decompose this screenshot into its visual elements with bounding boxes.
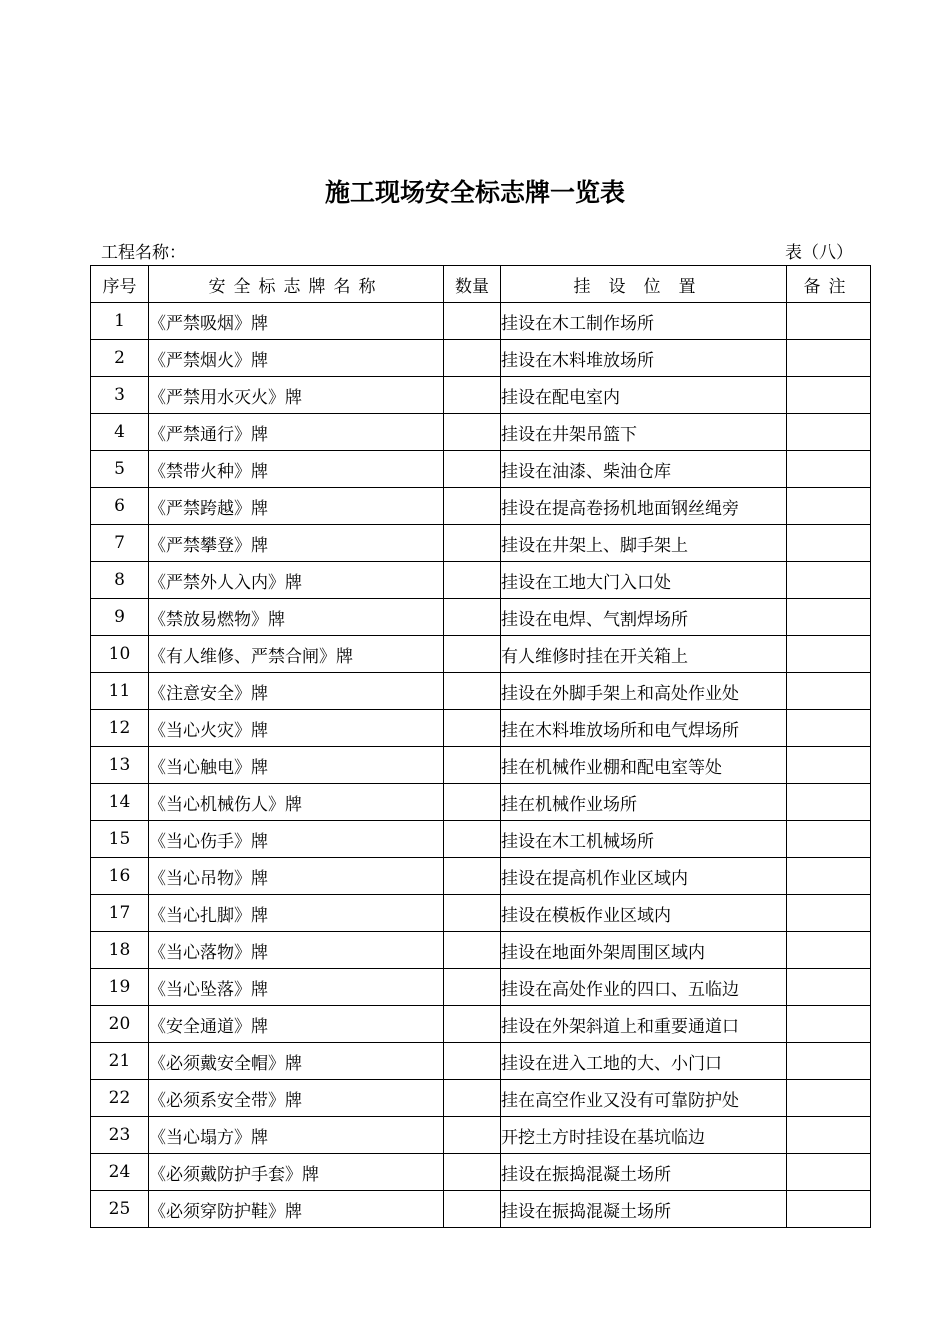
sign-name: 《必须戴安全帽》牌 xyxy=(149,1043,444,1080)
row-number: 15 xyxy=(91,821,149,858)
row-number: 5 xyxy=(91,451,149,488)
sign-name: 《严禁烟火》牌 xyxy=(149,340,444,377)
remark-cell xyxy=(787,895,871,932)
sign-name: 《必须戴防护手套》牌 xyxy=(149,1154,444,1191)
remark-cell xyxy=(787,858,871,895)
table-row xyxy=(91,895,871,932)
row-number: 12 xyxy=(91,710,149,747)
remark-cell xyxy=(787,1117,871,1154)
sign-name: 《当心机械伤人》牌 xyxy=(149,784,444,821)
position-cell: 挂设在提高卷扬机地面钢丝绳旁 xyxy=(501,488,787,525)
position-cell: 挂设在井架上、脚手架上 xyxy=(501,525,787,562)
sign-name: 《当心触电》牌 xyxy=(149,747,444,784)
sign-name: 《严禁外人入内》牌 xyxy=(149,562,444,599)
position-cell: 挂设在振捣混凝土场所 xyxy=(501,1191,787,1228)
position-cell: 挂设在木工机械场所 xyxy=(501,821,787,858)
remark-cell xyxy=(787,303,871,340)
position-cell: 挂设在提高机作业区域内 xyxy=(501,858,787,895)
quantity-cell xyxy=(444,1117,501,1154)
remark-cell xyxy=(787,599,871,636)
table-row xyxy=(91,562,871,599)
position-cell: 挂设在油漆、柴油仓库 xyxy=(501,451,787,488)
quantity-cell xyxy=(444,932,501,969)
remark-cell xyxy=(787,377,871,414)
remark-cell xyxy=(787,1154,871,1191)
header-sign-name: 安全标志牌名称 xyxy=(149,266,444,303)
position-cell: 挂设在外架斜道上和重要通道口 xyxy=(501,1006,787,1043)
row-number: 3 xyxy=(91,377,149,414)
row-number: 24 xyxy=(91,1154,149,1191)
sign-name: 《当心扎脚》牌 xyxy=(149,895,444,932)
table-row xyxy=(91,969,871,1006)
quantity-cell xyxy=(444,969,501,1006)
quantity-cell xyxy=(444,451,501,488)
sign-name: 《当心坠落》牌 xyxy=(149,969,444,1006)
safety-sign-table xyxy=(90,265,871,1228)
quantity-cell xyxy=(444,562,501,599)
row-number: 21 xyxy=(91,1043,149,1080)
header-remark: 备注 xyxy=(787,266,871,303)
remark-cell xyxy=(787,747,871,784)
remark-cell xyxy=(787,488,871,525)
sign-name: 《当心火灾》牌 xyxy=(149,710,444,747)
position-cell: 挂在机械作业棚和配电室等处 xyxy=(501,747,787,784)
remark-cell xyxy=(787,1043,871,1080)
sign-name: 《严禁吸烟》牌 xyxy=(149,303,444,340)
table-number-label: 表（八） xyxy=(785,243,853,263)
table-header-row xyxy=(91,266,871,303)
table-row xyxy=(91,710,871,747)
header-quantity: 数量 xyxy=(444,266,501,303)
sign-name: 《必须穿防护鞋》牌 xyxy=(149,1191,444,1228)
sign-name: 《严禁用水灭火》牌 xyxy=(149,377,444,414)
quantity-cell xyxy=(444,858,501,895)
remark-cell xyxy=(787,340,871,377)
remark-cell xyxy=(787,562,871,599)
header-no: 序号 xyxy=(91,266,149,303)
row-number: 18 xyxy=(91,932,149,969)
row-number: 1 xyxy=(91,303,149,340)
remark-cell xyxy=(787,1006,871,1043)
row-number: 8 xyxy=(91,562,149,599)
remark-cell xyxy=(787,710,871,747)
quantity-cell xyxy=(444,747,501,784)
quantity-cell xyxy=(444,1043,501,1080)
row-number: 6 xyxy=(91,488,149,525)
sign-name: 《注意安全》牌 xyxy=(149,673,444,710)
row-number: 23 xyxy=(91,1117,149,1154)
remark-cell xyxy=(787,451,871,488)
sign-name: 《有人维修、严禁合闸》牌 xyxy=(149,636,444,673)
quantity-cell xyxy=(444,710,501,747)
sign-name: 《禁放易燃物》牌 xyxy=(149,599,444,636)
sign-name: 《当心塌方》牌 xyxy=(149,1117,444,1154)
row-number: 16 xyxy=(91,858,149,895)
remark-cell xyxy=(787,969,871,1006)
table-row xyxy=(91,1117,871,1154)
position-cell: 挂设在工地大门入口处 xyxy=(501,562,787,599)
position-cell: 挂设在地面外架周围区域内 xyxy=(501,932,787,969)
quantity-cell xyxy=(444,895,501,932)
position-cell: 挂设在高处作业的四口、五临边 xyxy=(501,969,787,1006)
remark-cell xyxy=(787,414,871,451)
position-cell: 挂在木料堆放场所和电气焊场所 xyxy=(501,710,787,747)
table-row xyxy=(91,340,871,377)
table-row xyxy=(91,525,871,562)
sign-name: 《严禁通行》牌 xyxy=(149,414,444,451)
position-cell: 挂设在模板作业区域内 xyxy=(501,895,787,932)
table-row xyxy=(91,932,871,969)
table-row xyxy=(91,1006,871,1043)
sign-name: 《当心落物》牌 xyxy=(149,932,444,969)
row-number: 11 xyxy=(91,673,149,710)
position-cell: 挂设在井架吊篮下 xyxy=(501,414,787,451)
row-number: 9 xyxy=(91,599,149,636)
row-number: 7 xyxy=(91,525,149,562)
table-row xyxy=(91,784,871,821)
position-cell: 挂设在配电室内 xyxy=(501,377,787,414)
table-row xyxy=(91,377,871,414)
remark-cell xyxy=(787,1191,871,1228)
quantity-cell xyxy=(444,784,501,821)
position-cell: 挂设在木工制作场所 xyxy=(501,303,787,340)
quantity-cell xyxy=(444,673,501,710)
table-row xyxy=(91,451,871,488)
remark-cell xyxy=(787,636,871,673)
remark-cell xyxy=(787,525,871,562)
sign-name: 《严禁跨越》牌 xyxy=(149,488,444,525)
position-cell: 挂设在外脚手架上和高处作业处 xyxy=(501,673,787,710)
row-number: 2 xyxy=(91,340,149,377)
table-row xyxy=(91,414,871,451)
row-number: 22 xyxy=(91,1080,149,1117)
table-row xyxy=(91,858,871,895)
sign-name: 《当心吊物》牌 xyxy=(149,858,444,895)
quantity-cell xyxy=(444,488,501,525)
row-number: 17 xyxy=(91,895,149,932)
position-cell: 挂在高空作业又没有可靠防护处 xyxy=(501,1080,787,1117)
table-row xyxy=(91,1080,871,1117)
row-number: 14 xyxy=(91,784,149,821)
table-row xyxy=(91,1043,871,1080)
quantity-cell xyxy=(444,821,501,858)
row-number: 10 xyxy=(91,636,149,673)
position-cell: 挂设在进入工地的大、小门口 xyxy=(501,1043,787,1080)
table-row xyxy=(91,488,871,525)
position-cell: 有人维修时挂在开关箱上 xyxy=(501,636,787,673)
quantity-cell xyxy=(444,599,501,636)
document-title: 施工现场安全标志牌一览表 xyxy=(324,178,625,207)
quantity-cell xyxy=(444,525,501,562)
quantity-cell xyxy=(444,340,501,377)
quantity-cell xyxy=(444,1006,501,1043)
position-cell: 挂设在电焊、气割焊场所 xyxy=(501,599,787,636)
header-position: 挂设位置 xyxy=(501,266,787,303)
position-cell: 挂设在木料堆放场所 xyxy=(501,340,787,377)
table-row xyxy=(91,1191,871,1228)
project-name-label: 工程名称： xyxy=(101,243,186,263)
row-number: 13 xyxy=(91,747,149,784)
table-row xyxy=(91,821,871,858)
table-row xyxy=(91,673,871,710)
quantity-cell xyxy=(444,303,501,340)
position-cell: 挂设在振捣混凝土场所 xyxy=(501,1154,787,1191)
table-row xyxy=(91,1154,871,1191)
remark-cell xyxy=(787,932,871,969)
remark-cell xyxy=(787,784,871,821)
row-number: 20 xyxy=(91,1006,149,1043)
quantity-cell xyxy=(444,636,501,673)
sign-name: 《当心伤手》牌 xyxy=(149,821,444,858)
row-number: 19 xyxy=(91,969,149,1006)
quantity-cell xyxy=(444,414,501,451)
remark-cell xyxy=(787,821,871,858)
position-cell: 挂在机械作业场所 xyxy=(501,784,787,821)
sign-name: 《必须系安全带》牌 xyxy=(149,1080,444,1117)
quantity-cell xyxy=(444,1154,501,1191)
table-row xyxy=(91,599,871,636)
quantity-cell xyxy=(444,1080,501,1117)
remark-cell xyxy=(787,673,871,710)
sign-name: 《禁带火种》牌 xyxy=(149,451,444,488)
table-row xyxy=(91,636,871,673)
remark-cell xyxy=(787,1080,871,1117)
sign-name: 《严禁攀登》牌 xyxy=(149,525,444,562)
table-row xyxy=(91,747,871,784)
row-number: 4 xyxy=(91,414,149,451)
quantity-cell xyxy=(444,1191,501,1228)
table-body xyxy=(91,303,871,1228)
table-row xyxy=(91,303,871,340)
quantity-cell xyxy=(444,377,501,414)
position-cell: 开挖土方时挂设在基坑临边 xyxy=(501,1117,787,1154)
row-number: 25 xyxy=(91,1191,149,1228)
sign-name: 《安全通道》牌 xyxy=(149,1006,444,1043)
